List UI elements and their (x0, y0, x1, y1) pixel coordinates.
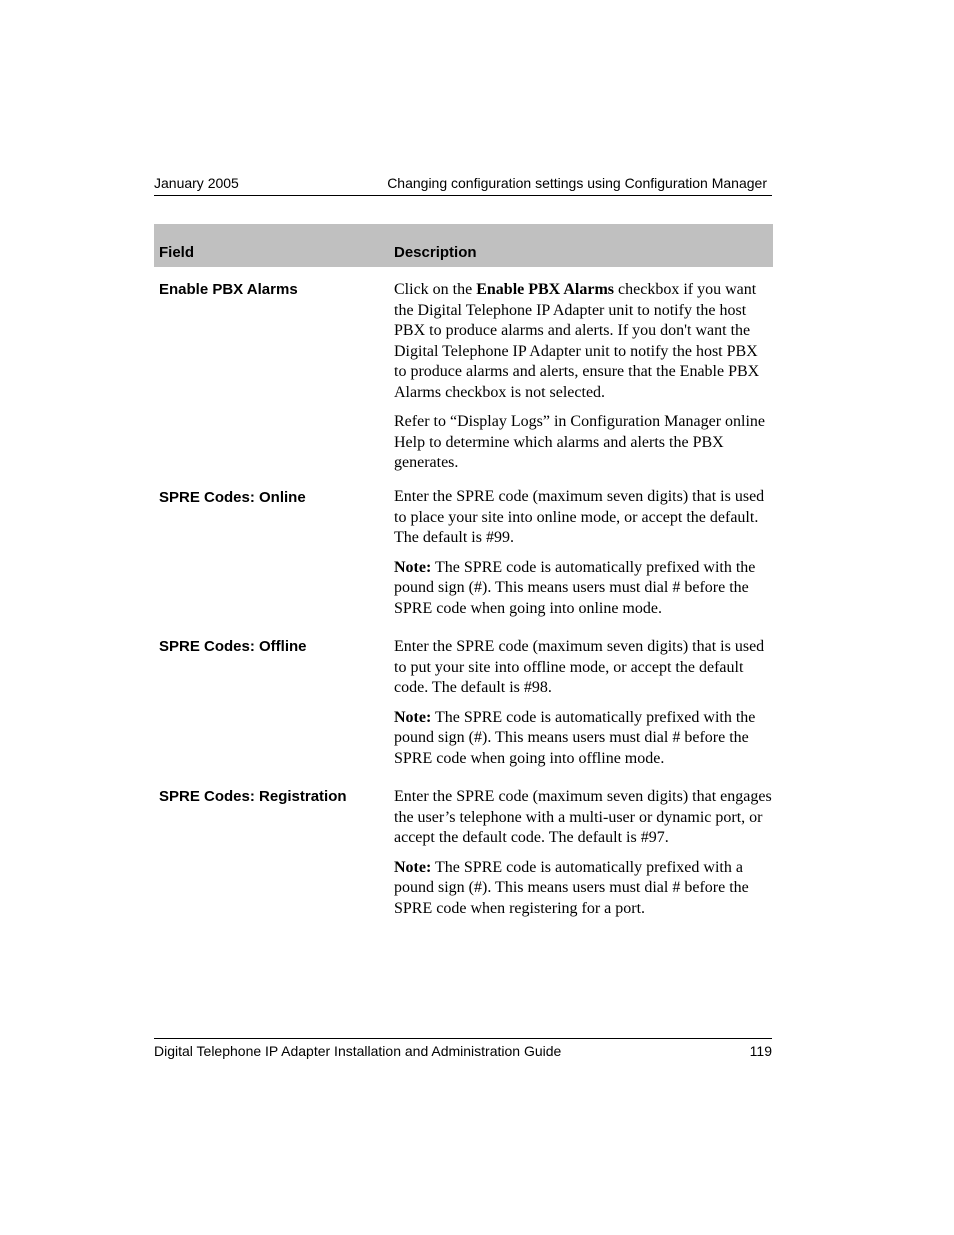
page-number: 119 (749, 1043, 772, 1059)
description-paragraph: Enter the SPRE code (maximum seven digits) that engages the user’s telephone with a multi-user or dynamic port, or accept the default code. The default is #97. (394, 788, 772, 846)
field-name-spre-offline: SPRE Codes: Offline (159, 638, 307, 655)
header-section-title: Changing configuration settings using Configuration Manager (387, 175, 767, 191)
description-paragraph: Enter the SPRE code (maximum seven digits) that is used to put your site into offline mode, or accept the default code. The default is #98. (394, 638, 765, 696)
field-name-spre-online: SPRE Codes: Online (159, 489, 306, 506)
header-date: January 2005 (154, 175, 239, 191)
note-paragraph: Note: The SPRE code is automatically prefixed with the pound sign (#). This means users must dial # before the SPRE code when going into offline mode. (394, 708, 756, 767)
note-paragraph: Note: The SPRE code is automatically prefixed with the pound sign (#). This means users must dial # before the SPRE code when going into online mode. (394, 558, 756, 617)
running-header (154, 174, 772, 196)
description-paragraph: Enter the SPRE code (maximum seven digits) that is used to place your site into online mode, or accept the default. The default is #99. (394, 488, 765, 546)
description-paragraph: Refer to “Display Logs” in Configuration Manager online Help to determine which alarms and alerts the PBX generates. (394, 413, 766, 471)
running-footer (154, 1038, 772, 1059)
field-description-spre-offline (394, 637, 772, 778)
field-name-enable-pbx-alarms: Enable PBX Alarms (159, 281, 298, 298)
description-paragraph: Click on the Enable PBX Alarms checkbox if you want the Digital Telephone IP Adapter unit to notify the host PBX to produce alarms and alerts. If you don't want the Digital Telephone IP Adapter unit to notify the host PBX to produce alarms and alerts, ensure that the Enable PBX Alarms checkbox is not selected. (394, 281, 760, 401)
note-label: Note: (394, 708, 432, 726)
field-name-spre-registration: SPRE Codes: Registration (159, 788, 347, 805)
note-label: Note: (394, 858, 432, 876)
field-description-spre-online (394, 487, 772, 628)
table-header (154, 224, 773, 267)
note-label: Note: (394, 558, 432, 576)
field-description-spre-registration (394, 787, 772, 928)
ui-control-name: Enable PBX Alarms (476, 281, 615, 298)
footer-document-title: Digital Telephone IP Adapter Installation and Administration Guide (154, 1043, 562, 1059)
column-header-description: Description (394, 244, 477, 261)
column-header-field: Field (159, 244, 195, 261)
note-paragraph: Note: The SPRE code is automatically prefixed with a pound sign (#). This means users must dial # before the SPRE code when registering for a port. (394, 858, 749, 917)
field-description-enable-pbx-alarms (394, 280, 772, 483)
